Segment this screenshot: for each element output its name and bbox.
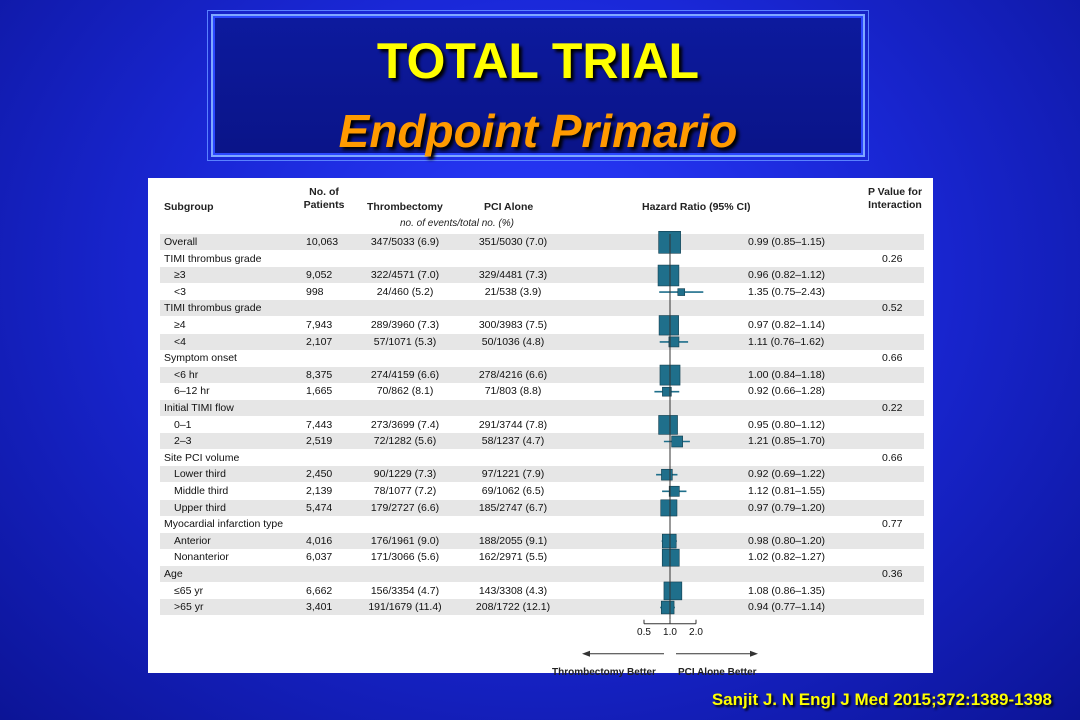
hazard-ratio-cell: 0.98 (0.80–1.20)	[748, 534, 826, 547]
patients-cell: 8,375	[306, 368, 333, 381]
hr-marker	[659, 415, 678, 434]
subgroup-label: Initial TIMI flow	[164, 402, 234, 414]
header-patients-line1: No. of	[309, 186, 339, 198]
subgroup-label: Site PCI volume	[164, 451, 240, 464]
patients-cell: 6,662	[306, 584, 333, 597]
hazard-ratio-cell: 0.97 (0.79–1.20)	[748, 501, 826, 514]
p-value-cell: 0.66	[882, 352, 903, 365]
subgroup-label: Overall	[164, 236, 198, 248]
thrombectomy-cell: 347/5033 (6.9)	[370, 236, 440, 248]
thrombectomy-cell: 156/3354 (4.7)	[370, 584, 440, 597]
patients-cell: 2,519	[306, 435, 333, 448]
pci-alone-cell: 50/1036 (4.8)	[481, 335, 545, 348]
thrombectomy-cell: 78/1077 (7.2)	[373, 485, 437, 497]
thrombectomy-cell: 179/2727 (6.6)	[370, 501, 440, 514]
right-arrowhead	[750, 651, 758, 657]
hazard-ratio-cell: 1.12 (0.81–1.55)	[748, 485, 826, 497]
thrombectomy-cell: 24/460 (5.2)	[376, 285, 434, 298]
hr-marker	[662, 549, 679, 566]
p-value-cell: 0.52	[882, 302, 903, 315]
patients-cell: 4,016	[306, 534, 333, 547]
hr-marker	[661, 601, 674, 614]
hazard-ratio-cell: 0.94 (0.77–1.14)	[748, 601, 826, 614]
header-events-note: no. of events/total no. (%)	[400, 218, 514, 229]
pci-alone-cell: 300/3983 (7.5)	[478, 319, 548, 331]
thrombectomy-cell: 289/3960 (7.3)	[370, 319, 440, 331]
hazard-ratio-cell: 0.96 (0.82–1.12)	[748, 269, 826, 282]
hr-marker	[672, 436, 683, 447]
header-hazard-ratio: Hazard Ratio (95% CI)	[642, 201, 751, 213]
forest-plot-figure	[148, 178, 933, 678]
header-thrombectomy: Thrombectomy	[367, 201, 443, 213]
hazard-ratio-cell: 1.00 (0.84–1.18)	[748, 368, 826, 381]
patients-cell: 6,037	[306, 551, 333, 564]
thrombectomy-cell: 176/1961 (9.0)	[370, 534, 440, 547]
hazard-ratio-cell: 1.11 (0.76–1.62)	[748, 335, 825, 348]
title-box	[211, 14, 865, 157]
x-tick-label: 0.5	[637, 626, 651, 638]
subgroup-label: Myocardial infarction type	[164, 518, 284, 531]
subgroup-label: <3	[174, 285, 186, 298]
pci-alone-cell: 208/1722 (12.1)	[475, 601, 551, 614]
patients-cell: 3,401	[306, 601, 333, 614]
subgroup-label: <6 hr	[174, 368, 199, 381]
subgroup-label: TIMI thrombus grade	[164, 302, 262, 315]
thrombectomy-cell: 171/3066 (5.6)	[370, 551, 440, 564]
x-tick-label: 1.0	[663, 626, 677, 638]
hazard-ratio-cell: 1.35 (0.75–2.43)	[748, 285, 826, 298]
thrombectomy-cell: 70/862 (8.1)	[376, 385, 434, 398]
hazard-ratio-cell: 0.97 (0.82–1.14)	[748, 319, 826, 331]
hazard-ratio-cell: 0.92 (0.66–1.28)	[748, 385, 826, 398]
subgroup-label: <4	[174, 335, 186, 348]
hazard-ratio-cell: 1.21 (0.85–1.70)	[748, 435, 826, 448]
p-value-cell: 0.66	[882, 451, 903, 464]
pci-alone-cell: 21/538 (3.9)	[484, 285, 542, 298]
subgroup-label: ≥4	[174, 319, 186, 331]
pci-alone-cell: 71/803 (8.8)	[484, 385, 542, 398]
p-value-cell: 0.26	[882, 252, 903, 265]
thrombectomy-better-label: Thrombectomy Better	[552, 666, 656, 678]
thrombectomy-cell: 57/1071 (5.3)	[373, 335, 437, 348]
hr-marker	[658, 265, 679, 286]
p-value-cell: 0.22	[882, 402, 903, 414]
hazard-ratio-cell: 0.99 (0.85–1.15)	[748, 236, 826, 248]
hr-marker	[659, 316, 679, 336]
hr-marker	[661, 469, 672, 480]
patients-cell: 9,052	[306, 269, 333, 282]
pci-alone-cell: 329/4481 (7.3)	[478, 269, 548, 282]
pci-alone-better-label: PCI Alone Better	[678, 666, 757, 678]
subgroup-label: 0–1	[174, 418, 192, 431]
subgroup-label: ≤65 yr	[174, 584, 204, 597]
patients-cell: 7,943	[306, 319, 333, 331]
header-subgroup: Subgroup	[164, 201, 214, 213]
subgroup-label: 2–3	[174, 435, 192, 448]
hr-marker	[669, 486, 679, 496]
header-pvalue-line2: Interaction	[868, 199, 922, 211]
header-pvalue-line1: P Value for	[867, 186, 923, 198]
subgroup-label: ≥3	[174, 269, 186, 282]
pci-alone-cell: 291/3744 (7.8)	[478, 418, 548, 431]
p-value-cell: 0.36	[882, 568, 903, 580]
pci-alone-cell: 162/2971 (5.5)	[478, 551, 548, 564]
x-tick-label: 2.0	[689, 626, 703, 638]
subgroup-label: Nonanterior	[174, 551, 229, 564]
thrombectomy-cell: 322/4571 (7.0)	[370, 269, 440, 282]
hazard-ratio-cell: 0.95 (0.80–1.12)	[748, 418, 826, 431]
p-value-cell: 0.77	[882, 518, 903, 531]
hr-marker	[661, 500, 677, 516]
pci-alone-cell: 188/2055 (9.1)	[478, 534, 548, 547]
hr-marker	[678, 289, 685, 296]
pci-alone-cell: 143/3308 (4.3)	[478, 584, 548, 597]
thrombectomy-cell: 90/1229 (7.3)	[373, 468, 437, 481]
subgroup-label: Symptom onset	[164, 352, 237, 365]
patients-cell: 998	[306, 285, 324, 298]
patients-cell: 2,107	[306, 335, 333, 348]
slide-title: TOTAL TRIAL	[376, 33, 700, 89]
thrombectomy-cell: 274/4159 (6.6)	[370, 368, 440, 381]
pci-alone-cell: 278/4216 (6.6)	[478, 368, 548, 381]
pci-alone-cell: 58/1237 (4.7)	[481, 435, 545, 448]
header-patients-line2: Patients	[303, 199, 345, 211]
citation: Sanjit J. N Engl J Med 2015;372:1389-1398	[711, 690, 1052, 709]
subgroup-label: Anterior	[174, 534, 211, 547]
header-pci-alone: PCI Alone	[484, 201, 534, 213]
hazard-ratio-cell: 1.02 (0.82–1.27)	[748, 551, 826, 564]
patients-cell: 10,063	[306, 236, 339, 248]
patients-cell: 7,443	[306, 418, 333, 431]
hazard-ratio-cell: 1.08 (0.86–1.35)	[748, 584, 826, 597]
patients-cell: 2,139	[306, 485, 333, 497]
thrombectomy-cell: 273/3699 (7.4)	[370, 418, 440, 431]
left-arrowhead	[582, 651, 590, 657]
subgroup-label: Age	[164, 568, 183, 580]
hazard-ratio-cell: 0.92 (0.69–1.22)	[748, 468, 826, 481]
patients-cell: 1,665	[306, 385, 333, 398]
thrombectomy-cell: 191/1679 (11.4)	[368, 601, 442, 614]
patients-cell: 2,450	[306, 468, 333, 481]
subgroup-label: >65 yr	[174, 601, 204, 614]
subgroup-label: Upper third	[174, 501, 226, 514]
hr-marker	[664, 582, 682, 600]
patients-cell: 5,474	[306, 501, 333, 514]
subgroup-label: 6–12 hr	[174, 385, 210, 398]
pci-alone-cell: 185/2747 (6.7)	[478, 501, 548, 514]
thrombectomy-cell: 72/1282 (5.6)	[373, 435, 437, 448]
pci-alone-cell: 69/1062 (6.5)	[481, 485, 545, 497]
slide-subtitle: Endpoint Primario	[338, 105, 738, 157]
forest-plot-svg	[148, 178, 933, 673]
pci-alone-cell: 351/5030 (7.0)	[478, 236, 548, 248]
pci-alone-cell: 97/1221 (7.9)	[481, 468, 545, 481]
subgroup-label: TIMI thrombus grade	[164, 252, 262, 265]
subgroup-label: Lower third	[174, 468, 226, 481]
subgroup-label: Middle third	[174, 485, 229, 497]
hr-marker	[662, 534, 676, 548]
